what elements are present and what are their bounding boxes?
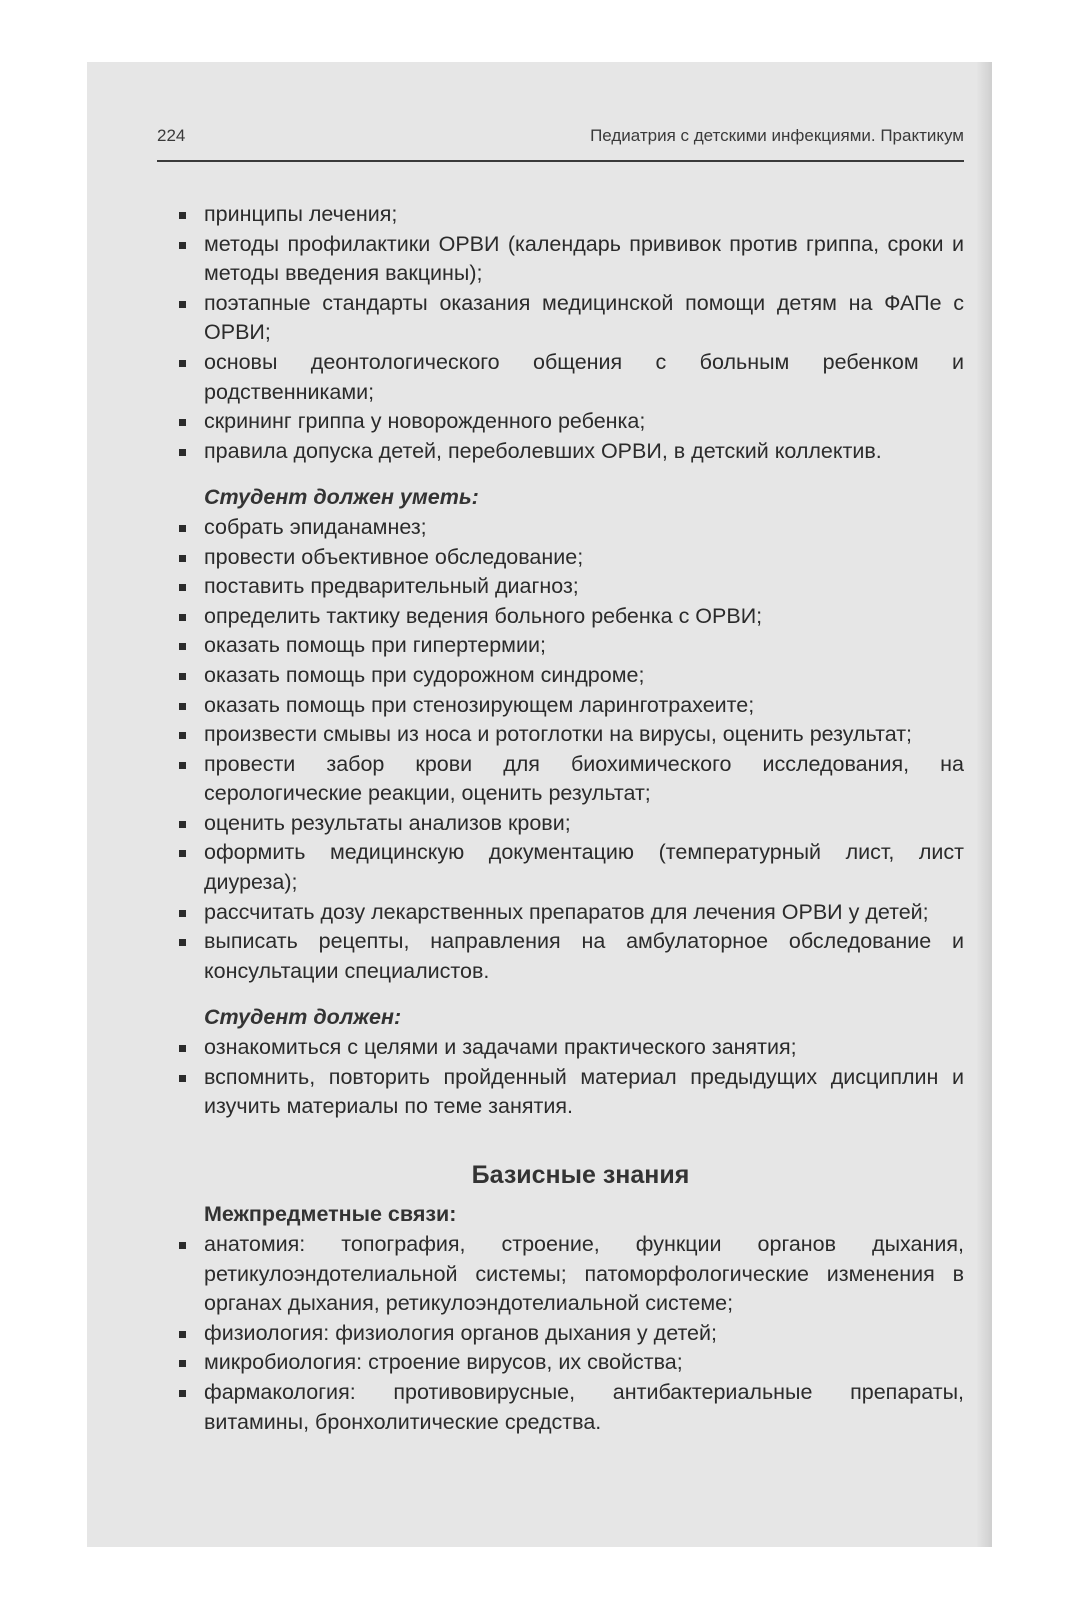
list-item: поэтапные стандарты оказания медицинской помощи детям на ФАПе с ОРВИ; xyxy=(157,289,964,348)
page-content xyxy=(157,200,964,1437)
list-item: рассчитать дозу лекарственных препаратов для лечения ОРВИ у детей; xyxy=(157,898,964,928)
knowledge-list xyxy=(157,200,964,466)
skills-list xyxy=(157,513,964,987)
list-item: основы деонтологического общения с больным ребенком и родственниками; xyxy=(157,348,964,407)
book-page xyxy=(87,62,992,1547)
list-item: произвести смывы из носа и ротоглотки на вирусы, оценить результат; xyxy=(157,720,964,750)
list-item: оказать помощь при судорожном синдроме; xyxy=(157,661,964,691)
page-spine-shadow xyxy=(976,62,992,1547)
list-item: вспомнить, повторить пройденный материал предыдущих дисциплин и изучить материалы по теме занятия. xyxy=(157,1063,964,1122)
page-number: 224 xyxy=(157,126,186,145)
links-list xyxy=(157,1230,964,1437)
list-item: собрать эпиданамнез; xyxy=(157,513,964,543)
list-item: фармакология: противовирусные, антибактериальные препараты, витамины, бронхолитические средства. xyxy=(157,1378,964,1437)
list-item: провести забор крови для биохимического исследования, на серологические реакции, оценить результат; xyxy=(157,750,964,809)
list-item: оценить результаты анализов крови; xyxy=(157,809,964,839)
list-item: оформить медицинскую документацию (температурный лист, лист диуреза); xyxy=(157,838,964,897)
must-list xyxy=(157,1033,964,1122)
list-item: оказать помощь при стенозирующем ларинготрахеите; xyxy=(157,691,964,721)
list-item: оказать помощь при гипертермии; xyxy=(157,631,964,661)
list-item: физиология: физиология органов дыхания у детей; xyxy=(157,1319,964,1349)
list-item: методы профилактики ОРВИ (календарь прививок против гриппа, сроки и методы введения вакцины); xyxy=(157,230,964,289)
list-item: провести объективное обследование; xyxy=(157,543,964,573)
section-title: Базисные знания xyxy=(471,1160,690,1189)
running-header xyxy=(157,126,964,162)
list-item: скрининг гриппа у новорожденного ребенка; xyxy=(157,407,964,437)
links-heading: Межпредметные связи: xyxy=(204,1202,457,1227)
skills-heading: Студент должен уметь: xyxy=(204,485,479,510)
list-item: принципы лечения; xyxy=(157,200,964,230)
list-item: ознакомиться с целями и задачами практического занятия; xyxy=(157,1033,964,1063)
list-item: определить тактику ведения больного ребенка с ОРВИ; xyxy=(157,602,964,632)
running-title: Педиатрия с детскими инфекциями. Практикум xyxy=(590,126,964,145)
must-heading: Студент должен: xyxy=(204,1005,402,1030)
list-item: анатомия: топография, строение, функции органов дыхания, ретикулоэндотелиальной системы; патоморфологические изменения в органах дыхания, ретикулоэндотелиальной системе; xyxy=(157,1230,964,1319)
list-item: микробиология: строение вирусов, их свойства; xyxy=(157,1348,964,1378)
list-item: выписать рецепты, направления на амбулаторное обследование и консультации специалистов. xyxy=(157,927,964,986)
list-item: поставить предварительный диагноз; xyxy=(157,572,964,602)
list-item: правила допуска детей, переболевших ОРВИ, в детский коллектив. xyxy=(157,437,964,467)
